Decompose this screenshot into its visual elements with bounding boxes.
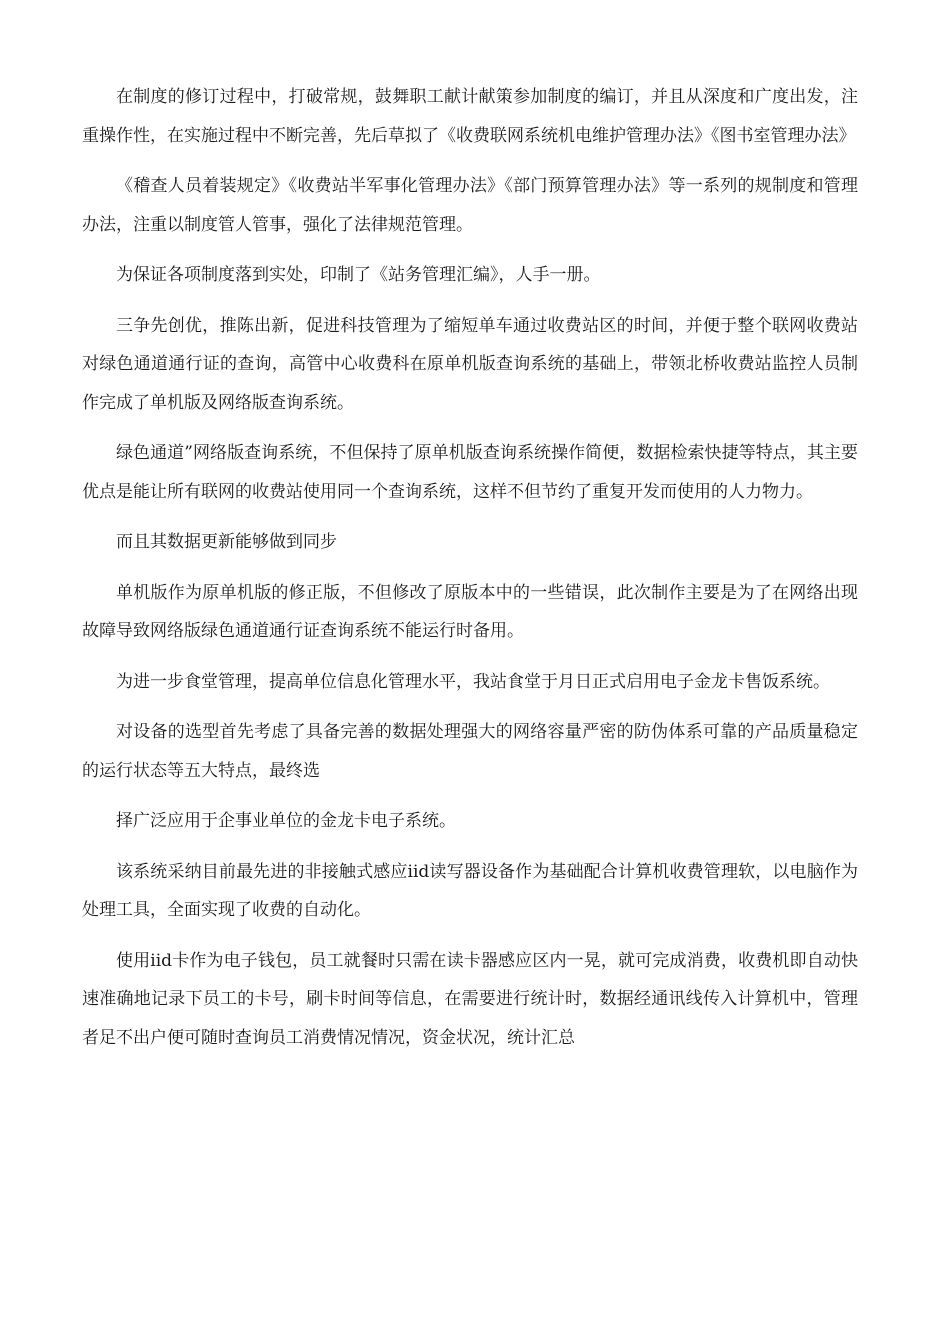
paragraph-equipment-selection: 对设备的选型首先考虑了具备完善的数据处理强大的网络容量严密的防伪体系可靠的产品质量稳定的运行状态等五大特点，最终选 (82, 722, 858, 781)
paragraph-green-channel: 绿色通道”网络版查询系统，不但保持了原单机版查询系统操作简便，数据检索快捷等特点，其主要优点是能让所有联网的收费站使用同一个查询系统，这样不但节约了重复开发而使用的人力物力。 (82, 443, 858, 502)
paragraph-query-system: 三争先创优，推陈出新，促进科技管理为了缩短单车通过收费站区的时间，并便于整个联网收费站对绿色通道通行证的查询，高管中心收费科在原单机版查询系统的基础上，带领北桥收费站监控人员制作完成了单机版及网络版查询系统。 (82, 315, 858, 413)
paragraph-regulation-revision: 在制度的修订过程中，打破常规，鼓舞职工献计献策参加制度的编订，并且从深度和广度出发，注重操作性，在实施过程中不断完善，先后草拟了《收费联网系统机电维护管理办法》《图书室管理办法》 (82, 87, 858, 146)
paragraph-management-rules: 《稽查人员着装规定》《收费站半军事化管理办法》《部门预算管理办法》等一系列的规制度和管理办法，注重以制度管人管事，强化了法律规范管理。 (82, 176, 858, 235)
paragraph-electronic-wallet: 使用iid卡作为电子钱包，员工就餐时只需在读卡器感应区内一晃，就可完成消费，收费机即自动快速准确地记录下员工的卡号，刷卡时间等信息，在需要进行统计时，数据经通讯线传入计算机中，管理者足不出户便可随时查询员工消费情况情况，资金状况，统计汇总 (82, 950, 858, 1048)
paragraph-data-sync: 而且其数据更新能够做到同步 (116, 532, 337, 552)
paragraph-canteen-card: 为进一步食堂管理，提高单位信息化管理水平，我站食堂于月日正式启用电子金龙卡售饭系统。 (116, 671, 830, 692)
paragraph-standalone-version: 单机版作为原单机版的修正版，不但修改了原版本中的一些错误，此次制作主要是为了在网络出现故障导致网络版绿色通道通行证查询系统不能运行时备用。 (82, 582, 858, 641)
paragraph-contactless-reader: 该系统采纳目前最先进的非接触式感应iid读写器设备作为基础配合计算机收费管理软，以电脑作为处理工具，全面实现了收费的自动化。 (82, 861, 858, 920)
paragraph-station-handbook: 为保证各项制度落到实处，印制了《站务管理汇编》，人手一册。 (116, 265, 601, 285)
paragraph-card-system-choice: 择广泛应用于企事业单位的金龙卡电子系统。 (116, 811, 456, 831)
